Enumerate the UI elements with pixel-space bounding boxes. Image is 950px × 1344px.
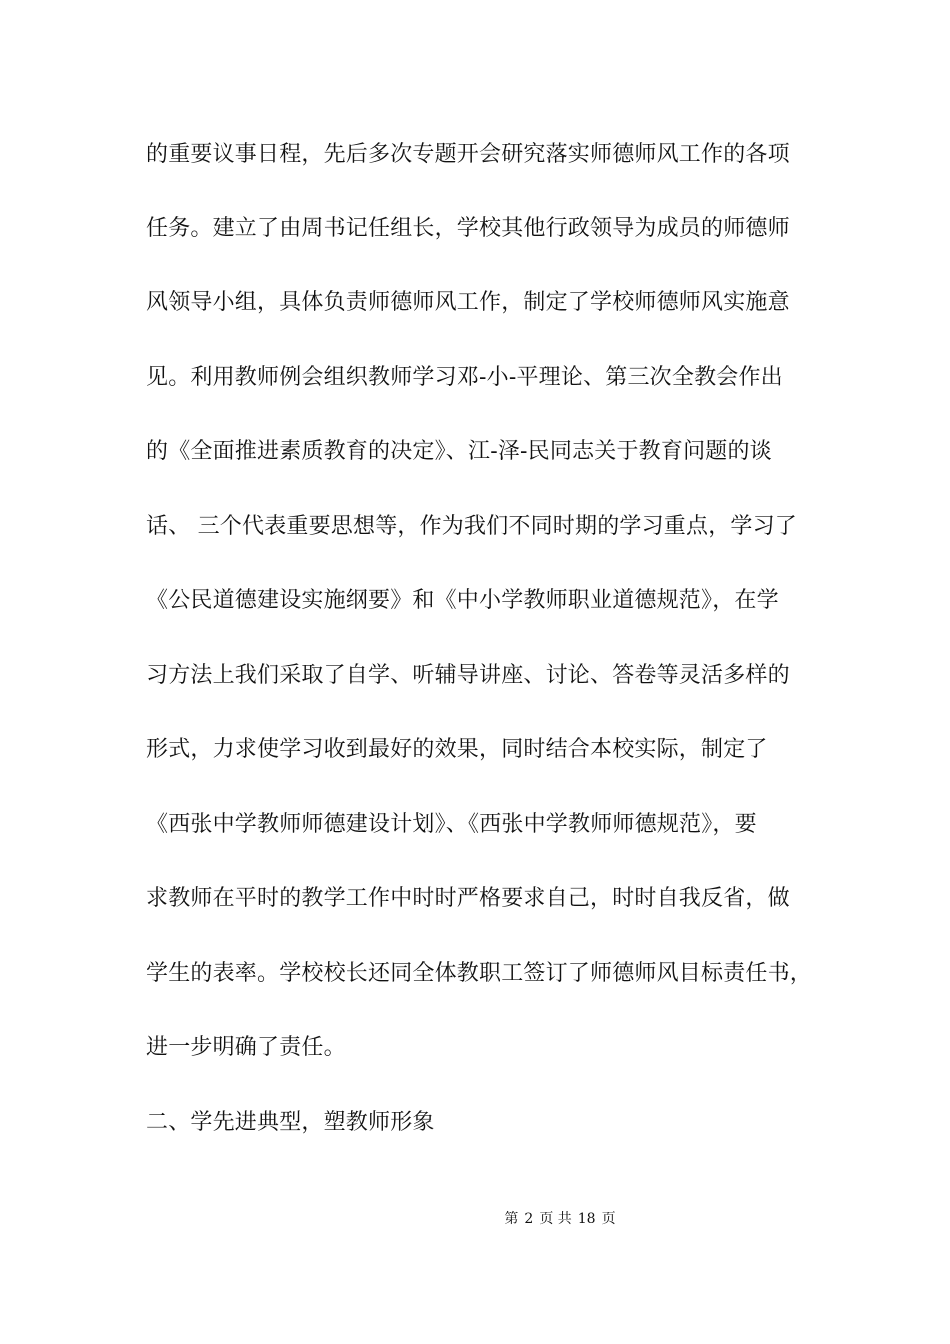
footer-suffix: 页 <box>601 1211 616 1227</box>
footer-prefix: 第 <box>504 1211 519 1227</box>
footer-total-pages: 18 <box>577 1211 596 1227</box>
paragraph-line: 风领导小组，具体负责师德师风工作，制定了学校师德师风实施意 <box>146 290 790 315</box>
paragraph-line: 形式，力求使学习收到最好的效果，同时结合本校实际，制定了 <box>146 737 768 762</box>
paragraph-line: 《公民道德建设实施纲要》和《中小学教师职业道德规范》，在学 <box>146 588 779 613</box>
page-footer <box>0 1210 950 1228</box>
footer-current-page: 2 <box>524 1211 534 1227</box>
paragraph-line: 进一步明确了责任。 <box>146 1035 346 1060</box>
section-heading: 二、学先进典型，塑教师形象 <box>146 1110 435 1135</box>
paragraph-line: 话、 三个代表重要思想等，作为我们不同时期的学习重点，学习了 <box>146 514 797 539</box>
paragraph-line: 学生的表率。学校校长还同全体教职工签订了师德师风目标责任书， <box>146 961 813 986</box>
paragraph-line: 求教师在平时的教学工作中时时严格要求自己，时时自我反省，做 <box>146 886 790 911</box>
paragraph-line: 见。利用教师例会组织教师学习邓-小-平理论、第三次全教会作出 <box>146 365 783 390</box>
paragraph-line: 的《全面推进素质教育的决定》、江-泽-民同志关于教育问题的谈 <box>146 439 772 464</box>
paragraph-line: 任务。建立了由周书记任组长，学校其他行政领导为成员的师德师 <box>146 216 790 241</box>
footer-mid: 页 共 <box>539 1211 572 1227</box>
paragraph-line: 习方法上我们采取了自学、听辅导讲座、讨论、答卷等灵活多样的 <box>146 663 790 688</box>
paragraph-line: 《西张中学教师师德建设计划》、《西张中学教师师德规范》，要 <box>146 812 757 837</box>
paragraph-line: 的重要议事日程，先后多次专题开会研究落实师德师风工作的各项 <box>146 142 790 167</box>
